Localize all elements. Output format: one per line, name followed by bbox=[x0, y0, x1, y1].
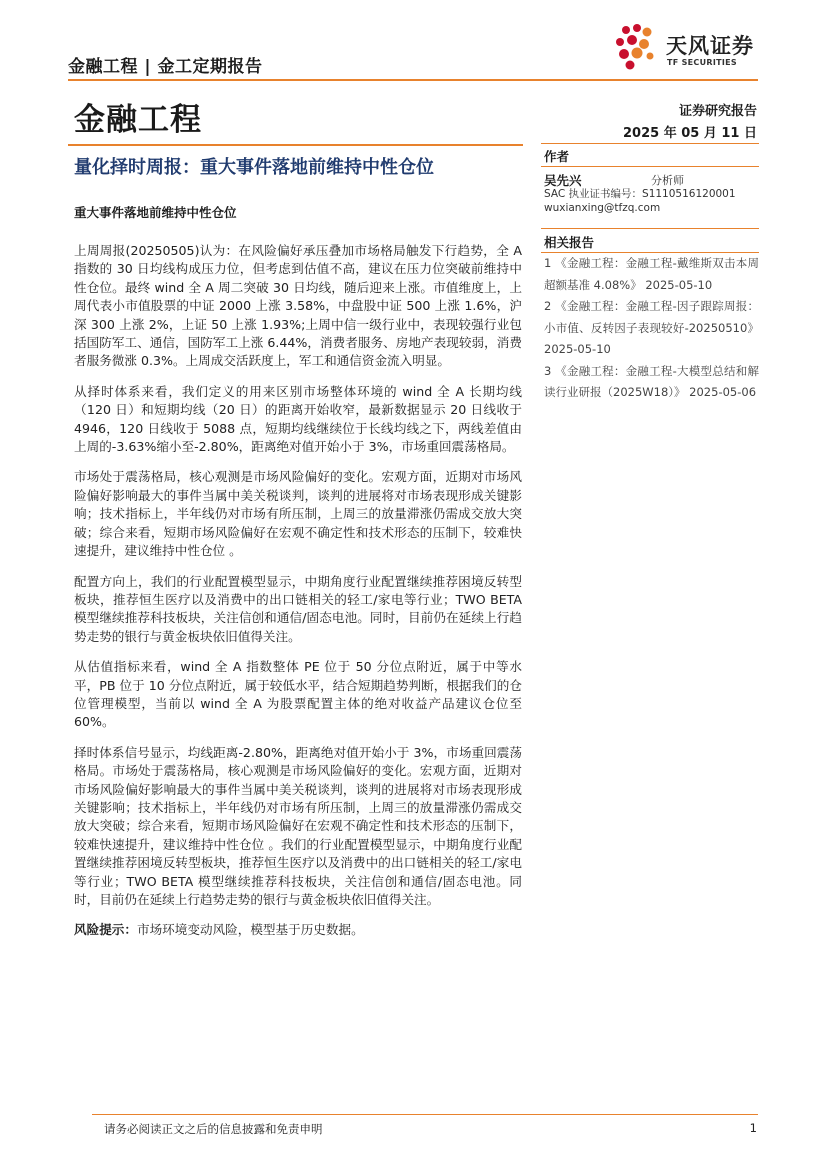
body-paragraph: 从估值指标来看，wind 全 A 指数整体 PE 位于 50 分位点附近，属于中等水平，PB 位于 10 分位点附近，属于较低水平，结合短期趋势判断，根据我们的仓位管理模型，当前以 wind 全 A 为股票配置主体的绝对收益产品建议仓位至 60%。 bbox=[74, 659, 522, 730]
logo-english: TF SECURITIES bbox=[667, 58, 737, 67]
related-heading: 相关报告 bbox=[544, 235, 595, 250]
related-divider bbox=[541, 228, 759, 229]
section-title: 金融工程 bbox=[74, 102, 202, 138]
footer-disclaimer: 请务必阅读正文之后的信息披露和免责申明 bbox=[104, 1122, 323, 1136]
report-date: 2025 年 05 月 11 日 bbox=[623, 126, 757, 141]
report-subtitle: 重大事件落地前维持中性仓位 bbox=[74, 205, 237, 220]
author-role: 分析师 bbox=[651, 174, 684, 187]
footer-divider bbox=[92, 1114, 758, 1115]
related-report-item[interactable]: 1 《金融工程：金融工程-戴维斯双击本周超额基准 4.08%》 2025-05-10 bbox=[544, 256, 759, 292]
risk-warning bbox=[74, 921, 522, 939]
body-paragraph: 择时体系信号显示，均线距离-2.80%，距离绝对值开始小于 3%，市场重回震荡格局。市场处于震荡格局，核心观测是市场风险偏好的变化。宏观方面，近期对市场风险偏好影响最大的事件当属中美关税谈判，谈判的进展将对市场表现形成关键影响；技术指标上，半年线仍对市场有所压制，上周三的放量滞涨仍需成交放大突破；综合来看，短期市场风险偏好在宏观不确定性和技术形态的压制下，较难快速提升，建议维持中性仓位 。我们的行业配置模型显示，中期角度行业配置继续推荐困境反转型板块，推荐恒生医疗以及消费中的出口链相关的轻工/家电等行业；TWO BETA 模型继续推荐科技板块，关注信创和通信/固态电池。同时，目前仍在延续上行趋势走势的银行与黄金板块依旧值得关注。 bbox=[74, 744, 522, 907]
header-divider bbox=[68, 79, 758, 81]
risk-text: 市场环境变动风险，模型基于历史数据。 bbox=[136, 922, 364, 938]
body-paragraph: 市场处于震荡格局，核心观测是市场风险偏好的变化。宏观方面，近期对市场风险偏好影响最大的事件当属中美关税谈判，谈判的进展将对市场表现形成关键影响；技术指标上，半年线仍对市场有所压制，上周三的放量滞涨仍需成交放大突破；综合来看，短期市场风险偏好在宏观不确定性和技术形态的压制下，较难快速提升，建议维持中性仓位 。 bbox=[74, 469, 522, 559]
related-report-item[interactable]: 3 《金融工程：金融工程-大模型总结和解读行业研报（2025W18）》 2025-05-06 bbox=[544, 363, 759, 399]
logo-name: 天风证券 bbox=[666, 34, 754, 58]
report-type: 证券研究报告 bbox=[678, 104, 757, 119]
author-email[interactable]: wuxianxing@tfzq.com bbox=[544, 202, 661, 214]
body-paragraph: 从择时体系来看，我们定义的用来区别市场整体环境的 wind 全 A 长期均线（120 日）和短期均线（20 日）的距离开始收窄，最新数据显示 20 日线收于 4946，120 日线收于 5088 点，短期均线继续位于长线均线之下，两线差值由上周的-3.63%缩小至-2.80%，距离绝对值开始小于 3%，市场重回震荡格局。 bbox=[74, 383, 522, 455]
related-report-item[interactable]: 2 《金融工程：金融工程-因子跟踪周报：小市值、反转因子表现较好-20250510》 2025-05-10 bbox=[544, 299, 759, 356]
author-divider bbox=[541, 143, 759, 144]
report-title: 量化择时周报：重大事件落地前维持中性仓位 bbox=[74, 157, 434, 178]
author-name: 吴先兴 bbox=[544, 173, 582, 188]
author-divider-bottom bbox=[541, 166, 759, 167]
author-certificate: SAC 执业证书编号：S1110516120001 bbox=[544, 188, 736, 200]
risk-label: 风险提示： bbox=[74, 922, 137, 938]
related-reports-list bbox=[544, 253, 759, 404]
header-category: 金融工程 | 金工定期报告 bbox=[68, 57, 263, 77]
body-paragraph: 上周周报(20250505)认为：在风险偏好承压叠加市场格局触发下行趋势，全 A 指数的 30 日均线构成压力位，但考虑到估值不高，建议在压力位突破前维持中性仓位。最终 wind 全 A 周二突破 30 日均线，随后迎来上涨。市值维度上，上周代表小市值股票的中证 2000 上涨 3.58%，中盘股中证 500 上涨 1.6%，沪深 300 上涨 2%，上证 50 上涨 1.93%;上周中信一级行业中，表现较强行业包括国防军工、通信，国防军工上涨 6.44%，消费者服务、房地产表现较弱，消费者服务微涨 0.3%。上周成交活跃度上，军工和通信资金流入明显。 bbox=[74, 243, 522, 369]
logo-mark bbox=[616, 24, 654, 70]
author-heading: 作者 bbox=[544, 149, 570, 164]
page-number: 1 bbox=[749, 1121, 757, 1135]
title-divider bbox=[68, 144, 523, 146]
main-body bbox=[74, 242, 522, 952]
body-paragraph: 配置方向上，我们的行业配置模型显示，中期角度行业配置继续推荐困境反转型板块，推荐恒生医疗以及消费中的出口链相关的轻工/家电等行业；TWO BETA 模型继续推荐科技板块，关注信创和通信/固态电池。同时，目前仍在延续上行趋势走势的银行与黄金板块依旧值得关注。 bbox=[74, 573, 522, 644]
